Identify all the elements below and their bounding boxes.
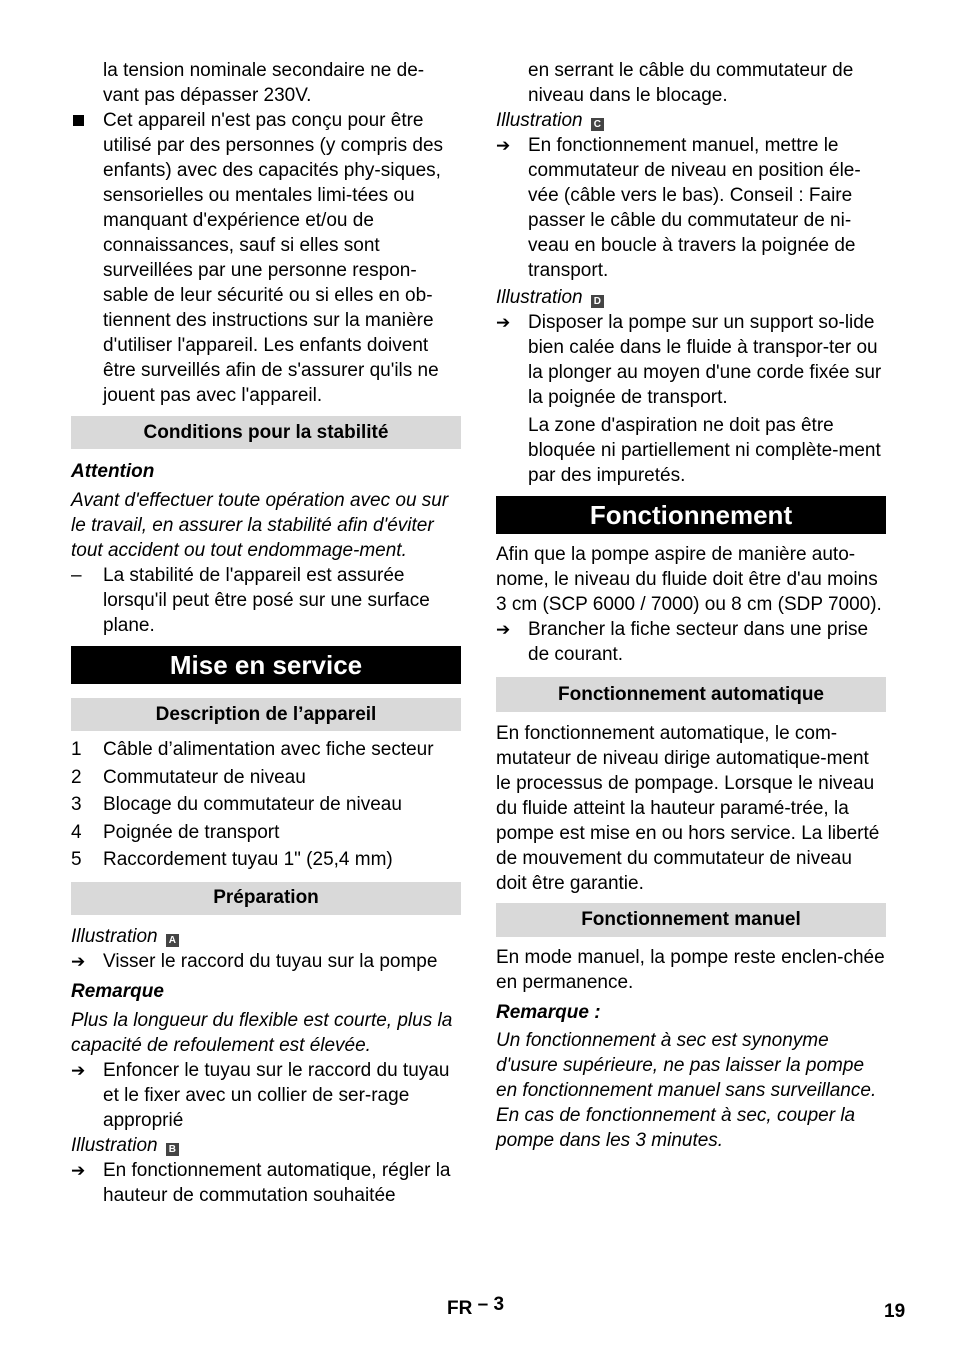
dash-text: La stabilité de l'appareil est assurée lorsqu'il peut être posé sur une surface plane. [103, 565, 430, 636]
parts-list-text: Poignée de transport [103, 821, 280, 843]
illustration-b-label [71, 1133, 461, 1158]
bullet-item [71, 108, 461, 408]
arrow-right-icon: ➔ [496, 620, 511, 639]
figure-a-icon: A [166, 934, 179, 947]
arrow-right-icon: ➔ [496, 313, 511, 332]
parts-list-text: Câble d’alimentation avec fiche secteur [103, 739, 434, 760]
chapter-heading-fonctionnement: Fonctionnement [496, 496, 886, 534]
step-c-text: En fonctionnement manuel, mettre le commutateur de niveau en position éle-vée (câble vers le bas). Conseil : Faire passer le câble du commutateur de ni-veau en boucle à travers la poignée de transport. [528, 135, 861, 281]
dash-item [71, 563, 461, 638]
parts-list-item [71, 820, 461, 848]
continued-text: la tension nominale secondaire ne de- vant pas dépasser 230V. [103, 60, 425, 106]
parts-list-number: 1 [71, 739, 82, 760]
step-plug-text: Brancher la fiche secteur dans une prise de courant. [528, 619, 869, 665]
step-item [71, 1158, 461, 1208]
step-item [71, 1058, 461, 1133]
illustration-label: Illustration [71, 925, 158, 947]
parts-list-text: Commutateur de niveau [103, 766, 306, 788]
step-hose-text: Enfoncer le tuyau sur le raccord du tuyau et le fixer avec un collier de ser-rage approprié [103, 1059, 450, 1131]
right-column [496, 58, 886, 1153]
remarque-text: Un fonctionnement à sec est synonyme d'usure supérieure, ne pas laisser la pompe en fonctionnement manuel sans surveillance. En cas de fonctionnement à sec, couper la pompe dans les 3 minutes. [496, 1030, 877, 1151]
illustration-a-label [71, 924, 461, 949]
step-item [496, 310, 886, 410]
step-item [71, 949, 461, 974]
step-d-note: La zone d'aspiration ne doit pas être bloquée ni partiellement ni complète-ment par des impuretés. [528, 415, 881, 486]
illustration-c-label [496, 108, 886, 133]
illustration-d-label [496, 285, 886, 310]
figure-d-icon: D [591, 295, 604, 308]
manual-text: En mode manuel, la pompe reste enclen-chée en permanence. [496, 947, 885, 993]
section-heading-manual: Fonctionnement manuel [496, 903, 886, 937]
parts-list-number: 3 [71, 794, 82, 815]
arrow-right-icon: ➔ [71, 1060, 86, 1080]
step-item [496, 133, 886, 283]
section-heading-automatic: Fonctionnement automatique [496, 677, 886, 712]
figure-c-icon: C [591, 118, 604, 131]
section-heading-preparation: Préparation [71, 882, 461, 915]
attention-label: Attention [71, 461, 155, 482]
illustration-label: Illustration [496, 287, 583, 308]
parts-list-number: 2 [71, 766, 82, 788]
illustration-label: Illustration [71, 1134, 158, 1156]
footer-lang: FR [447, 1298, 473, 1319]
remarque-label: Remarque : [496, 1002, 601, 1023]
parts-list-number: 5 [71, 849, 82, 870]
arrow-right-icon: ➔ [496, 136, 511, 155]
chapter-heading-mise-en-service: Mise en service [71, 646, 461, 684]
illustration-label: Illustration [496, 110, 583, 131]
parts-list-item [71, 737, 461, 765]
parts-list-number: 4 [71, 821, 82, 843]
parts-list-text: Raccordement tuyau 1" (25,4 mm) [103, 849, 393, 870]
parts-list-item [71, 847, 461, 875]
step-d-text: Disposer la pompe sur un support so-lide bien calée dans le fluide à transpor-ter ou la plonger au moyen d'une corde fixée sur la poignée de transport. [528, 312, 882, 408]
attention-text: Avant d'effectuer toute opération avec ou sur le travail, en assurer la stabilité afin d'éviter tout accident ou tout endommage-ment. [71, 490, 449, 561]
continued-text: en serrant le câble du commutateur de niveau dans le blocage. [528, 60, 854, 106]
bullet-text: Cet appareil n'est pas conçu pour être utilisé par des personnes (y compris des enfants) avec des capacités phy-siques, sensorielles ou mentales limi-tées ou manquant d'expérience et/ou de connaissances, sauf si elles sont surveillées par une personne respon-sable de leur sécurité ou si elles en ob-tiennent des instructions sur la manière d'utiliser l'appareil. Les enfants doivent être surveillés afin de s'assurer qu'ils ne jouent pas avec l'appareil. [103, 110, 444, 406]
automatic-text: En fonctionnement automatique, le com-mutateur de niveau dirige automatique-ment le processus de pompage. Lorsque le niveau du fluide atteint la hauteur paramé-trée, la pompe est mise en ou hors service. La liberté de mouvement du commutateur de niveau doit être garantie. [496, 723, 880, 894]
footer-section: – 3 [477, 1294, 505, 1315]
section-heading-description: Description de l’appareil [71, 698, 461, 731]
dash-marker: – [71, 565, 82, 586]
fonctionnement-text: Afin que la pompe aspire de manière auto-nome, le niveau du fluide doit être d'au moins 3 cm (SCP 6000 / 7000) ou 8 cm (SDP 7000). [496, 544, 882, 615]
step-b-text: En fonctionnement automatique, régler la hauteur de commutation souhaitée [103, 1159, 451, 1206]
arrow-right-icon: ➔ [71, 1160, 86, 1180]
square-bullet-icon [71, 108, 101, 133]
parts-list-text: Blocage du commutateur de niveau [103, 794, 402, 815]
remarque-label: Remarque [71, 980, 164, 1002]
left-column [71, 58, 461, 1208]
figure-b-icon: B [166, 1143, 179, 1156]
parts-list-item [71, 792, 461, 820]
step-a-text: Visser le raccord du tuyau sur la pompe [103, 950, 438, 972]
remarque-text: Plus la longueur du flexible est courte, plus la capacité de refoulement est élevée. [71, 1009, 453, 1056]
footer-page-ref [447, 1296, 504, 1321]
section-heading-stability: Conditions pour la stabilité [71, 416, 461, 449]
page-number: 19 [884, 1301, 906, 1322]
parts-list-item [71, 765, 461, 793]
step-item [496, 617, 886, 667]
parts-list [71, 737, 461, 875]
arrow-right-icon: ➔ [71, 951, 86, 971]
